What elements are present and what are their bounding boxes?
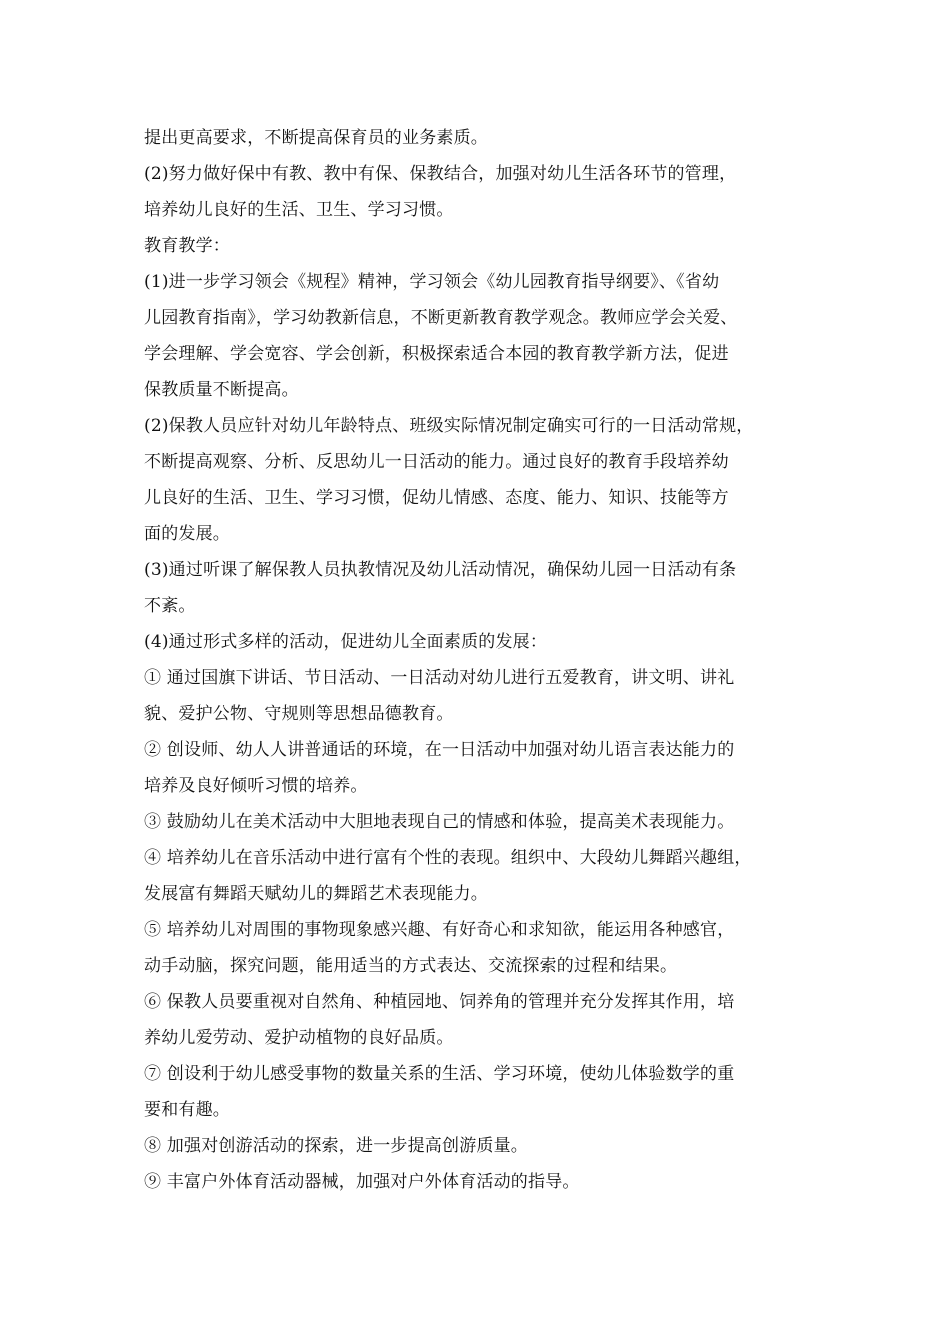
text-line: 儿园教育指南》，学习幼教新信息，不断更新教育教学观念。教师应学会关爱、	[144, 308, 738, 328]
text-line: ④ 培养幼儿在音乐活动中进行富有个性的表现。组织中、大段幼儿舞蹈兴趣组，	[144, 848, 752, 868]
text-line: 动手动脑，探究问题，能用适当的方式表达、交流探索的过程和结果。	[144, 956, 678, 976]
text-line: 保教质量不断提高。	[144, 380, 299, 400]
text-line: 培养及良好倾听习惯的培养。	[144, 776, 368, 796]
text-line: ⑥ 保教人员要重视对自然角、种植园地、饲养角的管理并充分发挥其作用，培	[144, 992, 735, 1012]
text-line: ③ 鼓励幼儿在美术活动中大胆地表现自己的情感和体验，提高美术表现能力。	[144, 812, 735, 832]
text-line: ⑨ 丰富户外体育活动器械，加强对户外体育活动的指导。	[144, 1172, 580, 1192]
text-line: 提出更高要求，不断提高保育员的业务素质。	[144, 128, 488, 148]
text-line: 不紊。	[144, 596, 196, 616]
text-line: 培养幼儿良好的生活、卫生、学习习惯。	[144, 200, 454, 220]
text-line: ② 创设师、幼人人讲普通话的环境，在一日活动中加强对幼儿语言表达能力的	[144, 740, 735, 760]
text-line: 貌、爱护公物、守规则等思想品德教育。	[144, 704, 454, 724]
text-line: (2)努力做好保中有教、教中有保、保教结合，加强对幼儿生活各环节的管理，	[144, 164, 737, 184]
text-line: 要和有趣。	[144, 1100, 230, 1120]
text-line: 不断提高观察、分析、反思幼儿一日活动的能力。通过良好的教育手段培养幼	[144, 452, 729, 472]
text-line: 学会理解、学会宽容、学会创新，积极探索适合本园的教育教学新方法，促进	[144, 344, 729, 364]
text-line: 养幼儿爱劳动、爱护动植物的良好品质。	[144, 1028, 454, 1048]
text-line: 儿良好的生活、卫生、学习习惯，促幼儿情感、态度、能力、知识、技能等方	[144, 488, 729, 508]
section-heading: 教育教学：	[144, 236, 230, 256]
text-line: ⑤ 培养幼儿对周围的事物现象感兴趣、有好奇心和求知欲，能运用各种感官，	[144, 920, 735, 940]
text-line: 面的发展。	[144, 524, 230, 544]
text-line: ① 通过国旗下讲话、节日活动、一日活动对幼儿进行五爱教育，讲文明、讲礼	[144, 668, 735, 688]
text-line: ⑧ 加强对创游活动的探索，进一步提高创游质量。	[144, 1136, 529, 1156]
text-line: (2)保教人员应针对幼儿年龄特点、班级实际情况制定确实可行的一日活动常规，	[144, 416, 754, 436]
text-line: (4)通过形式多样的活动，促进幼儿全面素质的发展：	[144, 632, 548, 652]
document-body	[144, 120, 834, 1200]
text-line: ⑦ 创设利于幼儿感受事物的数量关系的生活、学习环境，使幼儿体验数学的重	[144, 1064, 735, 1084]
text-line: (1)进一步学习领会《规程》精神，学习领会《幼儿园教育指导纲要》、《省幼	[144, 272, 720, 292]
text-line: 发展富有舞蹈天赋幼儿的舞蹈艺术表现能力。	[144, 884, 488, 904]
text-line: (3)通过听课了解保教人员执教情况及幼儿活动情况，确保幼儿园一日活动有条	[144, 560, 737, 580]
